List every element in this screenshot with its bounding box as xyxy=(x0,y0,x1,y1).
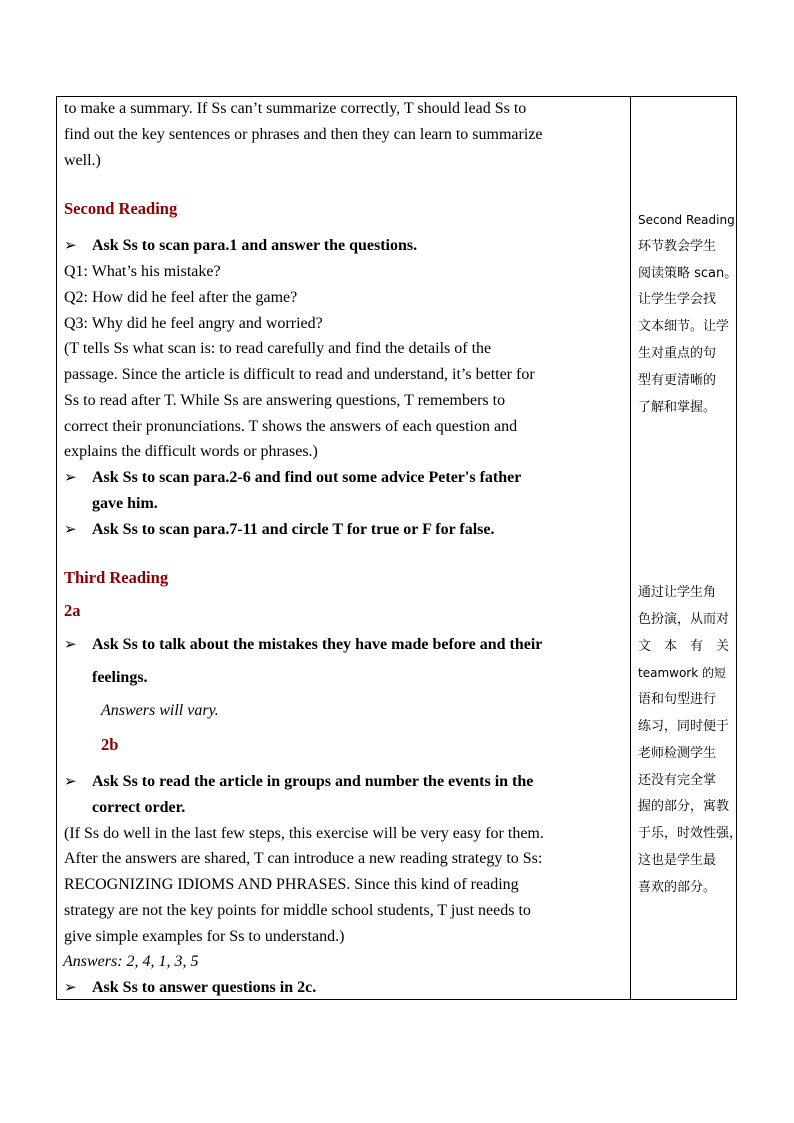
paragraph-line: (If Ss do well in the last few steps, this exercise will be very easy for them. xyxy=(64,825,544,842)
side-note-line: 色扮演，从而对 xyxy=(638,611,730,627)
side-note-second-reading xyxy=(638,207,738,421)
side-note-line: 老师检测学生 xyxy=(638,745,717,761)
intro-line: find out the key sentences or phrases and then they can learn to summarize xyxy=(64,126,543,143)
side-note-line: 生对重点的句 xyxy=(638,345,717,361)
arrowhead-bullet-icon: ➢ xyxy=(64,774,77,790)
arrowhead-bullet-icon: ➢ xyxy=(64,238,77,254)
side-note-line: 环节教会学生 xyxy=(638,238,717,254)
column-divider xyxy=(630,97,631,999)
side-note-line: 型有更清晰的 xyxy=(638,372,717,388)
bullet-text: Ask Ss to talk about the mistakes they have made before and their xyxy=(92,636,543,653)
side-note-line: teamwork 的短 xyxy=(638,666,726,681)
bullet-text: Ask Ss to scan para.7-11 and circle T for true or F for false. xyxy=(92,521,495,538)
paragraph-line: strategy are not the key points for middle school students, T just needs to xyxy=(64,902,531,919)
side-note-line: 这也是学生最 xyxy=(638,852,717,868)
bullet-text: Ask Ss to read the article in groups and number the events in the xyxy=(92,773,534,790)
side-note-line: 了解和掌握。 xyxy=(638,399,717,415)
paragraph-line: explains the difficult words or phrases.) xyxy=(64,443,318,460)
paragraph-line: Ss to read after T. While Ss are answering questions, T remembers to xyxy=(64,392,506,409)
bullet-text: Ask Ss to scan para.1 and answer the questions. xyxy=(92,237,418,254)
arrowhead-bullet-icon: ➢ xyxy=(64,637,77,653)
bullet-text: Ask Ss to answer questions in 2c. xyxy=(92,979,317,996)
side-note-line: 让学生学会找 xyxy=(638,292,717,308)
intro-line: well.) xyxy=(64,152,101,169)
side-note-line: 握的部分，寓教 xyxy=(638,799,730,815)
side-note-line: Second Reading xyxy=(638,213,735,227)
bullet-text-continued: feelings. xyxy=(92,669,148,686)
side-note-line: 阅读策略 scan。 xyxy=(638,265,738,281)
answers-2b: Answers: 2, 4, 1, 3, 5 xyxy=(63,953,199,970)
side-note-line: 语和句型进行 xyxy=(638,692,717,708)
paragraph-line: give simple examples for Ss to understand.) xyxy=(64,928,345,945)
paragraph-line: (T tells Ss what scan is: to read carefully and find the details of the xyxy=(64,340,492,357)
arrowhead-bullet-icon: ➢ xyxy=(64,980,77,996)
paragraph-line: After the answers are shared, T can introduce a new reading strategy to Ss: xyxy=(64,850,543,867)
side-note-line: 还没有完全掌 xyxy=(638,772,717,788)
intro-line: to make a summary. If Ss can’t summarize correctly, T should lead Ss to xyxy=(64,100,527,117)
side-note-line: 文 本 有 关 xyxy=(638,638,730,654)
section-heading-third-reading: Third Reading xyxy=(64,568,169,587)
side-note-line: 练习，同时便于 xyxy=(638,718,730,734)
bullet-item xyxy=(64,520,495,540)
bullet-item xyxy=(64,772,533,792)
paragraph-line: RECOGNIZING IDIOMS AND PHRASES. Since this kind of reading xyxy=(64,876,519,893)
bullet-item xyxy=(64,978,316,998)
paragraph-line: passage. Since the article is difficult to read and understand, it’s better for xyxy=(64,366,535,383)
side-note-line: 通过让学生角 xyxy=(638,585,717,600)
side-note-third-reading xyxy=(638,580,743,902)
side-note-line: 于乐，时效性强， xyxy=(638,826,743,842)
bullet-item xyxy=(64,635,542,655)
bullet-item xyxy=(64,468,521,488)
label-2b: 2b xyxy=(101,735,119,754)
bullet-text: Ask Ss to scan para.2-6 and find out some advice Peter's father xyxy=(92,469,522,486)
lesson-plan-table xyxy=(56,96,743,1000)
side-note-line: 喜欢的部分。 xyxy=(638,879,717,895)
bullet-text-continued: gave him. xyxy=(92,495,158,512)
question-line: Q1: What’s his mistake? xyxy=(64,263,221,280)
label-2a: 2a xyxy=(64,601,81,620)
arrowhead-bullet-icon: ➢ xyxy=(64,522,77,538)
bullet-item xyxy=(64,236,417,256)
arrowhead-bullet-icon: ➢ xyxy=(64,470,77,486)
question-line: Q3: Why did he feel angry and worried? xyxy=(64,315,323,332)
bullet-text-continued: correct order. xyxy=(92,799,186,816)
paragraph-line: correct their pronunciations. T shows the answers of each question and xyxy=(64,418,518,435)
question-line: Q2: How did he feel after the game? xyxy=(64,289,298,306)
section-heading-second-reading: Second Reading xyxy=(64,199,178,218)
answers-will-vary: Answers will vary. xyxy=(101,702,219,719)
side-note-line: 文本细节。让学 xyxy=(638,319,730,335)
